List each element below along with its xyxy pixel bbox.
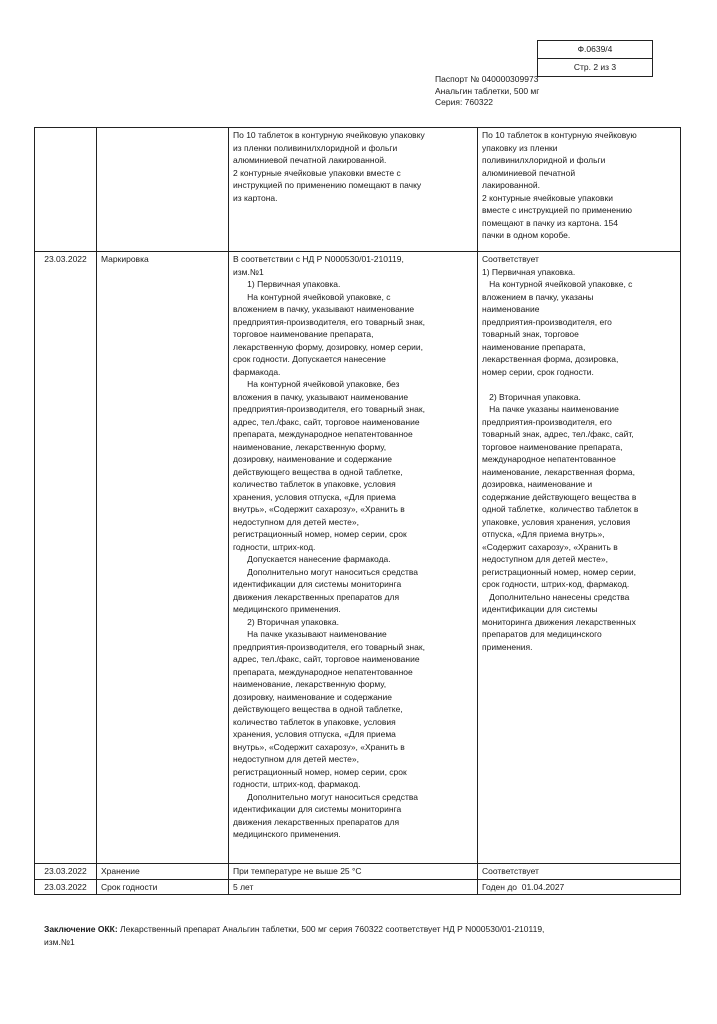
- requirement-line: препарата, международное непатентованное: [233, 666, 413, 677]
- result-line: наименование, лекарственная форма,: [482, 466, 635, 477]
- result-line: товарный знак, адрес, тел./факс, сайт,: [482, 429, 634, 439]
- requirement-line: По 10 таблеток в контурную ячейковую упаковку: [233, 130, 425, 140]
- page-number: Стр. 2 из 3: [538, 58, 652, 76]
- result-line: По 10 таблеток в контурную ячейковую: [482, 130, 637, 140]
- requirement-line: инструкцией по применению помещают в пачку: [233, 180, 422, 190]
- result-line: вместе с инструкцией по применению: [482, 205, 632, 215]
- requirement-line: 2 контурные ячейковые упаковки вместе с: [233, 167, 401, 178]
- cell-requirement: [229, 128, 478, 252]
- requirement-line: количество таблеток в упаковке, условия: [233, 479, 396, 489]
- requirement-line: предприятия-производителя, его товарный знак,: [233, 641, 425, 652]
- requirement-line: медицинского применения.: [233, 829, 341, 839]
- requirement-line: срок годности. Допускается нанесение: [233, 354, 386, 364]
- requirement-line: наименование, лекарственную форму,: [233, 441, 387, 452]
- cell-result: [478, 252, 681, 864]
- requirement-line: В соответствии с НД Р N000530/01-210119,: [233, 254, 404, 264]
- requirement-line: недоступном для детей месте»,: [233, 754, 359, 764]
- cell-indicator: [97, 128, 229, 252]
- result-line: Дополнительно нанесены средства: [482, 591, 630, 602]
- requirement-line: движения лекарственных препаратов для: [233, 591, 400, 602]
- form-code-box: [537, 40, 653, 77]
- result-line: срок годности, штрих-код, фармакод.: [482, 579, 630, 589]
- result-line: международное непатентованное: [482, 454, 616, 464]
- requirement-line: годности, штрих-код.: [233, 541, 316, 552]
- requirement-line: действующего вещества в одной таблетке,: [233, 466, 403, 477]
- result-line: На контурной ячейковой упаковке, с: [482, 279, 633, 289]
- requirement-line: 5 лет: [233, 881, 254, 892]
- requirement-line: На пачке указывают наименование: [233, 629, 387, 639]
- result-line: 2) Вторичная упаковка.: [482, 391, 581, 402]
- quality-table: [34, 127, 681, 895]
- cell-indicator: Хранение: [97, 864, 229, 880]
- requirement-line: Допускается нанесение фармакода.: [233, 554, 391, 564]
- requirement-line: 2) Вторичная упаковка.: [233, 616, 339, 627]
- requirement-line: адрес, тел./факс, сайт, торговое наименование: [233, 416, 420, 427]
- product-name: Анальгин таблетки, 500 мг: [435, 85, 540, 96]
- requirement-line: На контурной ячейковой упаковке, с: [233, 291, 391, 302]
- requirement-line: вложением в пачку, указывают наименование: [233, 304, 415, 314]
- requirement-line: идентификации для системы мониторинга: [233, 579, 402, 589]
- conclusion-text: Лекарственный препарат Анальгин таблетки, 500 мг серия 760322 соответствует НД Р N000530/01-210119,: [117, 924, 545, 934]
- result-line: Соответствует: [482, 254, 539, 264]
- result-line: вложением в пачку, указаны: [482, 291, 594, 302]
- table-row: [35, 252, 681, 864]
- passport-header: [435, 74, 539, 109]
- table-row: [35, 128, 681, 252]
- requirement-line: внутрь», «Содержит сахарозу», «Хранить в: [233, 504, 405, 514]
- requirement-line: количество таблеток в упаковке, условия: [233, 716, 396, 727]
- form-code: Ф.0639/4: [577, 44, 613, 54]
- requirement-line: дозировку, наименование и содержание: [233, 691, 392, 702]
- conclusion-text-continued: изм.№1: [44, 937, 75, 947]
- requirement-line: алюминиевой печатной лакированной.: [233, 155, 387, 165]
- cell-indicator: Срок годности: [97, 879, 229, 895]
- requirement-line: предприятия-производителя, его товарный знак,: [233, 316, 425, 327]
- requirement-line: дозировку, наименование и содержание: [233, 454, 392, 464]
- requirement-line: недоступном для детей месте»,: [233, 516, 359, 527]
- result-line: номер серии, срок годности.: [482, 366, 594, 377]
- requirement-line: фармакода.: [233, 366, 281, 377]
- result-line: алюминиевой печатной: [482, 167, 576, 178]
- requirement-line: регистрационный номер, номер серии, срок: [233, 529, 407, 539]
- result-line: пачки в одном коробе.: [482, 230, 571, 240]
- cell-indicator: Маркировка: [97, 252, 229, 864]
- cell-result: [478, 864, 681, 880]
- requirement-line: движения лекарственных препаратов для: [233, 816, 400, 827]
- result-line: препаратов для медицинского: [482, 629, 602, 639]
- result-line: Годен до 01.04.2027: [482, 881, 565, 892]
- series-number: Серия: 760322: [435, 97, 494, 107]
- requirement-line: из пленки поливинилхлоридной и фольги: [233, 142, 398, 153]
- passport-number: Паспорт № 040000309973: [435, 74, 539, 84]
- requirement-line: хранения, условия отпуска, «Для приема: [233, 491, 396, 502]
- cell-requirement: [229, 252, 478, 864]
- cell-result: [478, 128, 681, 252]
- requirement-line: лекарственную форму, дозировку, номер серии,: [233, 341, 424, 352]
- result-line: 2 контурные ячейковые упаковки: [482, 192, 613, 203]
- result-line: лекарственная форма, дозировка,: [482, 354, 619, 364]
- result-line: 1) Первичная упаковка.: [482, 266, 576, 277]
- requirement-line: предприятия-производителя, его товарный знак,: [233, 404, 425, 414]
- requirement-line: вложения в пачку, указывают наименование: [233, 391, 409, 402]
- requirement-line: из картона.: [233, 192, 278, 203]
- cell-result: [478, 879, 681, 895]
- result-line: Соответствует: [482, 866, 539, 876]
- requirement-line: 1) Первичная упаковка.: [233, 279, 341, 289]
- result-line: «Содержит сахарозу», «Хранить в: [482, 541, 618, 552]
- result-line: помещают в пачку из картона. 154: [482, 217, 618, 228]
- requirement-line: Дополнительно могут наноситься средства: [233, 566, 419, 577]
- table-row: [35, 879, 681, 895]
- requirement-line: адрес, тел./факс, сайт, торговое наименование: [233, 654, 420, 664]
- requirement-line: регистрационный номер, номер серии, срок: [233, 766, 407, 777]
- result-line: На пачке указаны наименование: [482, 404, 619, 414]
- result-line: одной таблетке, количество таблеток в: [482, 504, 639, 514]
- result-line: наименование: [482, 304, 540, 314]
- result-line: торговое наименование препарата,: [482, 441, 623, 452]
- requirement-line: На контурной ячейковой упаковке, без: [233, 379, 400, 389]
- requirement-line: идентификации для системы мониторинга: [233, 804, 402, 814]
- requirement-line: При температуре не выше 25 °С: [233, 866, 362, 876]
- cell-date: 23.03.2022: [35, 864, 97, 880]
- result-line: мониторинга движения лекарственных: [482, 616, 636, 627]
- requirement-line: действующего вещества в одной таблетке,: [233, 704, 403, 714]
- requirement-line: изм.№1: [233, 266, 264, 277]
- cell-date: [35, 128, 97, 252]
- result-line: применения.: [482, 641, 533, 652]
- result-line: дозировка, наименование и: [482, 479, 593, 489]
- table-row: [35, 864, 681, 880]
- result-line: лакированной.: [482, 180, 540, 190]
- result-line: предприятия-производителя, его: [482, 316, 612, 327]
- result-line: содержание действующего вещества в: [482, 491, 637, 502]
- cell-requirement: [229, 864, 478, 880]
- cell-date: 23.03.2022: [35, 252, 97, 864]
- requirement-line: препарата, международное непатентованное: [233, 429, 413, 439]
- conclusion-label: Заключение ОКК:: [44, 924, 118, 934]
- requirement-line: годности, штрих-код, фармакод.: [233, 779, 361, 789]
- result-line: идентификации для системы: [482, 604, 598, 614]
- requirement-line: хранения, условия отпуска, «Для приема: [233, 729, 396, 739]
- requirement-line: торговое наименование препарата,: [233, 329, 374, 339]
- conclusion: [44, 923, 674, 949]
- result-line: отпуска, «Для приема внутрь»,: [482, 529, 605, 539]
- result-line: [482, 378, 676, 391]
- cell-requirement: [229, 879, 478, 895]
- cell-date: 23.03.2022: [35, 879, 97, 895]
- result-line: упаковку из пленки: [482, 142, 558, 153]
- requirement-line: внутрь», «Содержит сахарозу», «Хранить в: [233, 741, 405, 752]
- result-line: регистрационный номер, номер серии,: [482, 566, 636, 577]
- result-line: товарный знак, торговое: [482, 329, 579, 339]
- result-line: наименование препарата,: [482, 341, 586, 352]
- result-line: упаковке, условия хранения, условия: [482, 516, 631, 527]
- requirement-line: медицинского применения.: [233, 604, 341, 614]
- requirement-line: наименование, лекарственную форму,: [233, 679, 387, 689]
- result-line: предприятия-производителя, его: [482, 416, 612, 427]
- result-line: поливинилхлоридной и фольги: [482, 155, 606, 165]
- requirement-line: Дополнительно могут наноситься средства: [233, 791, 419, 802]
- result-line: недоступном для детей месте»,: [482, 554, 608, 564]
